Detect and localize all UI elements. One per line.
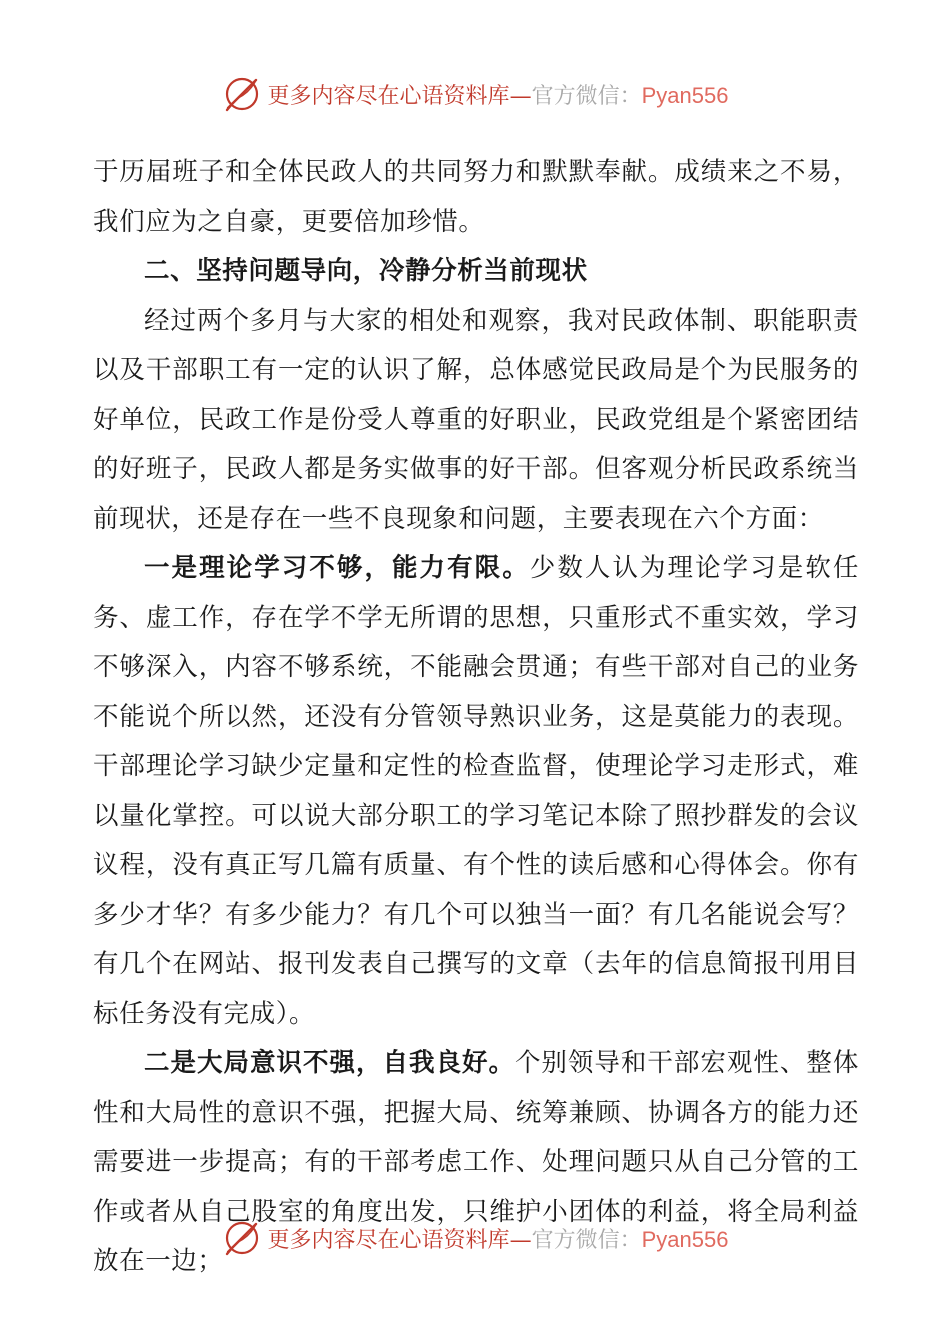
watermark-label: 官方微信： — [531, 1227, 642, 1253]
watermark-separator: — — [509, 1227, 532, 1253]
footer-watermark — [0, 1216, 950, 1260]
paragraph-point-one — [93, 544, 859, 1039]
point-two-lead: 二是大局意识不强，自我良好。 — [144, 1048, 515, 1078]
point-two-text: 个别领导和干部宏观性、整体性和大局性的意识不强，把握大局、统筹兼顾、协调各方的能力还需要进一步提高；有的干部考虑工作、处理问题只从自己分管的工作或者从自己股室的角度出发，只维护小团体的利益，将全局利益放在一边； — [93, 1048, 859, 1276]
section-heading: 二、坚持问题导向，冷静分析当前现状 — [144, 256, 588, 286]
document-body — [93, 148, 859, 1287]
header-watermark — [0, 72, 950, 116]
point-one-lead: 一是理论学习不够，能力有限。 — [144, 553, 530, 583]
quill-logo-icon — [222, 1218, 262, 1258]
watermark-label: 官方微信： — [531, 83, 642, 109]
watermark-main: 更多内容尽在心语资料库 — [267, 1227, 510, 1253]
quill-logo-icon — [222, 74, 262, 114]
watermark-text — [268, 79, 729, 110]
watermark-wechat-id: Pyan556 — [641, 82, 729, 108]
paragraph-overview: 经过两个多月与大家的相处和观察，我对民政体制、职能职责以及干部职工有一定的认识了解，总体感觉民政局是个为民服务的好单位，民政工作是份受人尊重的好职业，民政党组是个紧密团结的好班子，民政人都是务实做事的好干部。但客观分析民政系统当前现状，还是存在一些不良现象和问题，主要表现在六个方面： — [93, 305, 859, 534]
paragraph-continuation: 于历届班子和全体民政人的共同努力和默默奉献。成绩来之不易，我们应为之自豪，更要倍加珍惜。 — [93, 157, 859, 237]
watermark-separator: — — [509, 83, 532, 109]
watermark-wechat-id: Pyan556 — [641, 1226, 729, 1252]
point-one-text: 少数人认为理论学习是软任务、虚工作，存在学不学无所谓的思想，只重形式不重实效，学习不够深入，内容不够系统，不能融会贯通；有些干部对自己的业务不能说个所以然，还没有分管领导熟识业务，这是莫能力的表现。干部理论学习缺少定量和定性的检查监督，使理论学习走形式，难以量化掌控。可以说大部分职工的学习笔记本除了照抄群发的会议议程，没有真正写几篇有质量、有个性的读后感和心得体会。你有多少才华？有多少能力？有几个可以独当一面？有几名能说会写？有几个在网站、报刊发表自己撰写的文章（去年的信息简报刊用目标任务没有完成）。 — [93, 553, 859, 1029]
watermark-main: 更多内容尽在心语资料库 — [267, 83, 510, 109]
watermark-text — [268, 1223, 729, 1254]
